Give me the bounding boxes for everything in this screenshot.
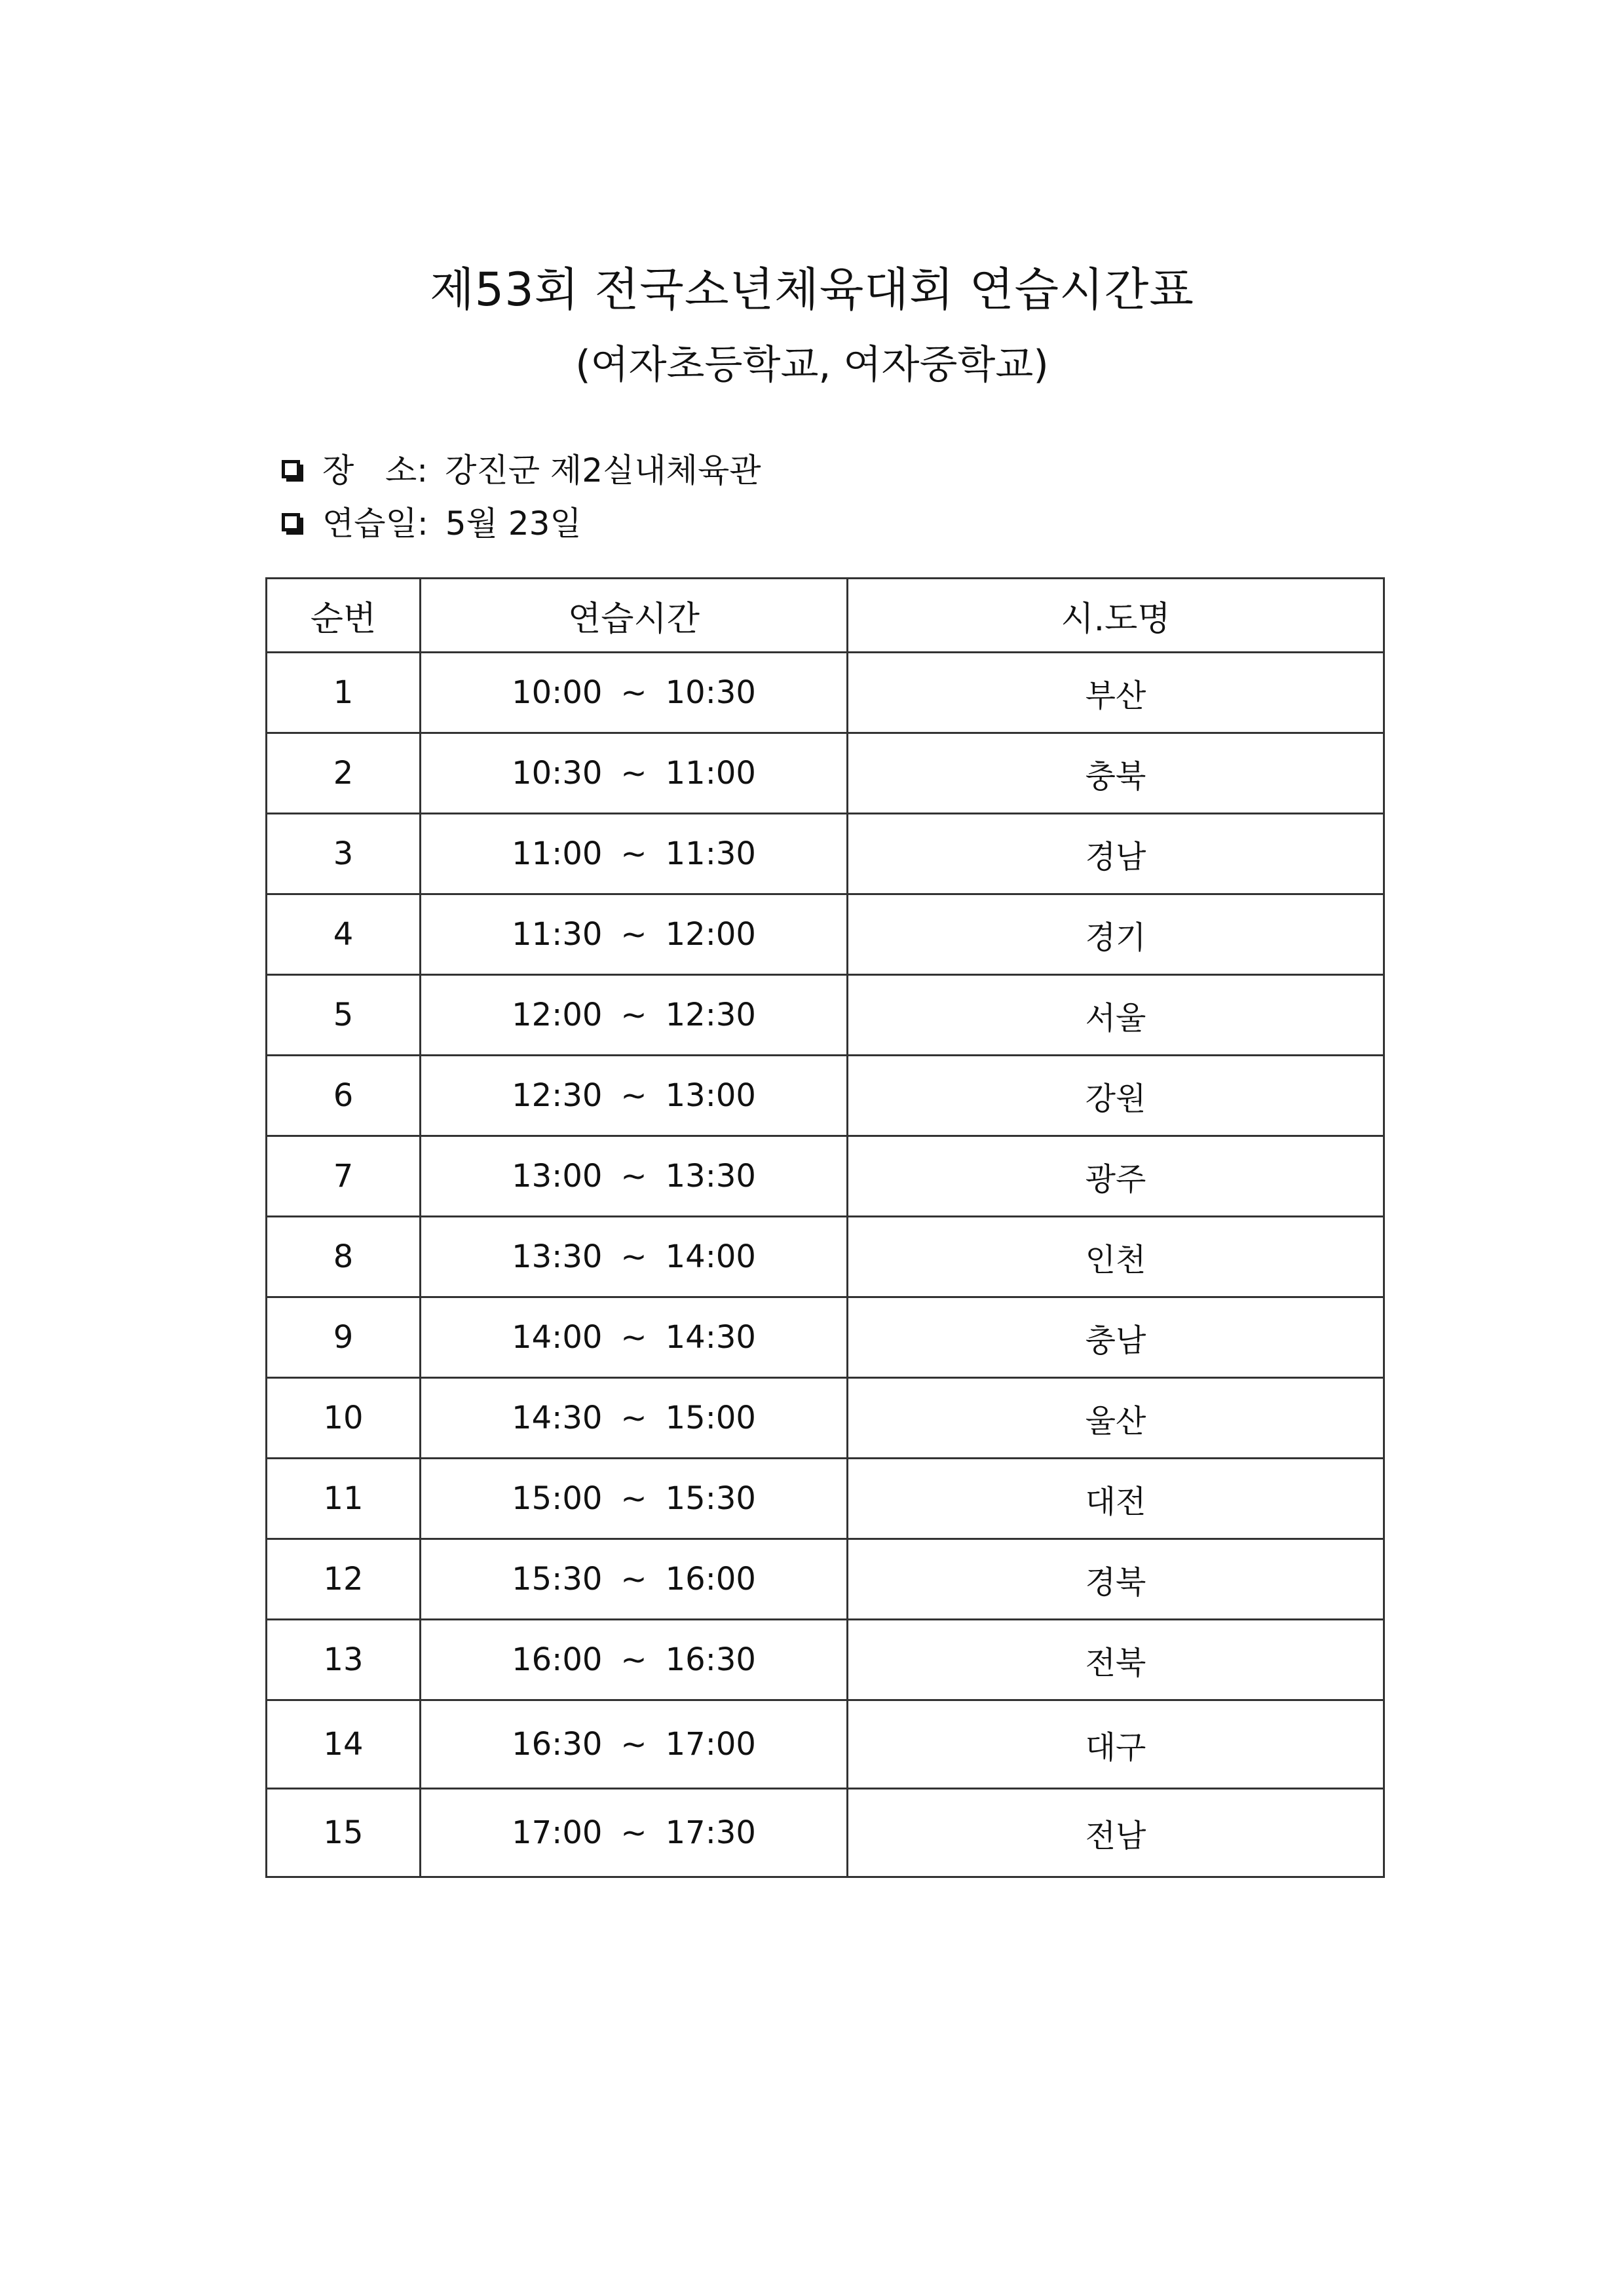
time-start: 13:30: [512, 1238, 603, 1275]
date-value: 5월 23일: [445, 505, 582, 543]
row-time: [421, 733, 848, 814]
info-place: [282, 448, 761, 493]
time-end: 10:30: [665, 674, 756, 711]
time-end: 17:30: [665, 1814, 756, 1851]
date-label: 연습일:: [322, 505, 428, 543]
row-number: 11: [267, 1459, 421, 1539]
row-time: [421, 1539, 848, 1620]
info-date: [282, 501, 582, 546]
time-separator: ~: [620, 1238, 647, 1275]
row-time: [421, 1459, 848, 1539]
row-number: 4: [267, 894, 421, 975]
row-region: 강원: [848, 1056, 1384, 1136]
time-end: 15:30: [665, 1480, 756, 1517]
table-row: [267, 733, 1384, 814]
row-region: 경기: [848, 894, 1384, 975]
time-start: 16:00: [512, 1641, 603, 1678]
row-number: 1: [267, 653, 421, 733]
page-title: 제53회 전국소년체육대회 연습시간표: [430, 263, 1194, 316]
time-start: 15:30: [512, 1561, 603, 1598]
checkbox-bullet-icon: [282, 513, 300, 531]
table-row: [267, 1620, 1384, 1700]
row-region: 부산: [848, 653, 1384, 733]
row-region: 경남: [848, 814, 1384, 894]
row-region: 서울: [848, 975, 1384, 1056]
time-separator: ~: [620, 755, 647, 792]
schedule-body: [267, 653, 1384, 1877]
time-separator: ~: [620, 1814, 647, 1851]
row-time: [421, 975, 848, 1056]
table-row: [267, 1056, 1384, 1136]
time-start: 15:00: [512, 1480, 603, 1517]
time-start: 13:00: [512, 1158, 603, 1195]
row-time: [421, 1136, 848, 1217]
time-start: 12:30: [512, 1077, 603, 1114]
row-number: 13: [267, 1620, 421, 1700]
time-end: 15:00: [665, 1400, 756, 1436]
row-time: [421, 1056, 848, 1136]
time-start: 17:00: [512, 1814, 603, 1851]
place-value: 강진군 제2실내체육관: [445, 451, 761, 489]
time-end: 14:30: [665, 1319, 756, 1356]
time-end: 12:00: [665, 916, 756, 953]
time-start: 16:30: [512, 1726, 603, 1763]
time-start: 10:00: [512, 674, 603, 711]
checkbox-bullet-icon: [282, 460, 300, 478]
header-region: 시.도명: [848, 579, 1384, 653]
row-time: [421, 1620, 848, 1700]
header-number: 순번: [267, 579, 421, 653]
time-end: 16:30: [665, 1641, 756, 1678]
row-region: 전북: [848, 1620, 1384, 1700]
table-row: [267, 1789, 1384, 1877]
row-time: [421, 1789, 848, 1877]
table-row: [267, 1539, 1384, 1620]
time-end: 16:00: [665, 1561, 756, 1598]
table-row: [267, 975, 1384, 1056]
row-region: 전남: [848, 1789, 1384, 1877]
time-separator: ~: [620, 1158, 647, 1195]
row-number: 10: [267, 1378, 421, 1459]
row-number: 14: [267, 1700, 421, 1789]
row-time: [421, 1297, 848, 1378]
time-separator: ~: [620, 1726, 647, 1763]
table-row: [267, 1378, 1384, 1459]
row-time: [421, 814, 848, 894]
time-separator: ~: [620, 1561, 647, 1598]
time-separator: ~: [620, 916, 647, 953]
row-number: 15: [267, 1789, 421, 1877]
row-number: 5: [267, 975, 421, 1056]
table-header-row: [267, 579, 1384, 653]
row-time: [421, 1217, 848, 1297]
row-time: [421, 1378, 848, 1459]
row-region: 경북: [848, 1539, 1384, 1620]
row-region: 충북: [848, 733, 1384, 814]
row-number: 8: [267, 1217, 421, 1297]
row-number: 3: [267, 814, 421, 894]
row-time: [421, 894, 848, 975]
row-region: 인천: [848, 1217, 1384, 1297]
table-row: [267, 1136, 1384, 1217]
header-time: 연습시간: [421, 579, 848, 653]
time-separator: ~: [620, 674, 647, 711]
table-row: [267, 1700, 1384, 1789]
time-end: 17:00: [665, 1726, 756, 1763]
time-start: 12:00: [512, 997, 603, 1033]
row-time: [421, 653, 848, 733]
time-end: 12:30: [665, 997, 756, 1033]
table-row: [267, 653, 1384, 733]
time-end: 14:00: [665, 1238, 756, 1275]
time-end: 11:30: [665, 835, 756, 872]
row-number: 6: [267, 1056, 421, 1136]
time-end: 11:00: [665, 755, 756, 792]
row-region: 대구: [848, 1700, 1384, 1789]
time-separator: ~: [620, 1319, 647, 1356]
table-row: [267, 1217, 1384, 1297]
table-row: [267, 1297, 1384, 1378]
table-row: [267, 1459, 1384, 1539]
time-separator: ~: [620, 1077, 647, 1114]
place-label: 장 소:: [322, 451, 428, 489]
row-number: 7: [267, 1136, 421, 1217]
time-start: 14:30: [512, 1400, 603, 1436]
time-start: 10:30: [512, 755, 603, 792]
time-separator: ~: [620, 1480, 647, 1517]
row-region: 충남: [848, 1297, 1384, 1378]
row-time: [421, 1700, 848, 1789]
table-row: [267, 814, 1384, 894]
table-row: [267, 894, 1384, 975]
row-number: 2: [267, 733, 421, 814]
time-separator: ~: [620, 1641, 647, 1678]
time-start: 11:00: [512, 835, 603, 872]
time-separator: ~: [620, 1400, 647, 1436]
time-end: 13:00: [665, 1077, 756, 1114]
time-start: 14:00: [512, 1319, 603, 1356]
time-separator: ~: [620, 835, 647, 872]
schedule-table: [265, 577, 1385, 1878]
time-start: 11:30: [512, 916, 603, 953]
row-number: 9: [267, 1297, 421, 1378]
row-number: 12: [267, 1539, 421, 1620]
row-region: 울산: [848, 1378, 1384, 1459]
row-region: 광주: [848, 1136, 1384, 1217]
row-region: 대전: [848, 1459, 1384, 1539]
time-end: 13:30: [665, 1158, 756, 1195]
time-separator: ~: [620, 997, 647, 1033]
page-subtitle: (여자초등학교, 여자중학교): [575, 342, 1049, 388]
